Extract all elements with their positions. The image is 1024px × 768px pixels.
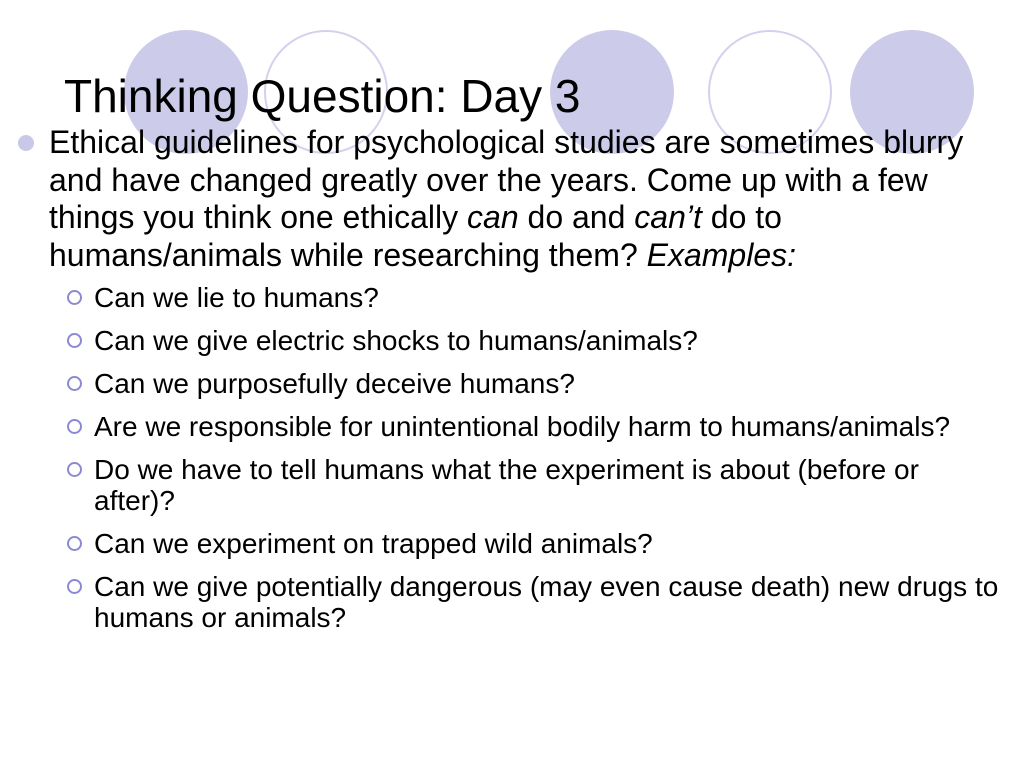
slide-title: Thinking Question: Day 3 [64, 70, 581, 122]
hollow-bullet-icon [67, 376, 82, 391]
example-list-item [0, 411, 1024, 442]
example-list-item [0, 282, 1024, 313]
main-point-text: do and [518, 199, 635, 235]
slide-content [0, 124, 1024, 645]
main-point-emphasis-can: can [467, 199, 519, 235]
main-bullet-point [0, 124, 1024, 274]
example-list-item [0, 368, 1024, 399]
example-list-item [0, 325, 1024, 356]
main-point-text: do to humans/animals while researching them? [49, 199, 782, 273]
example-text: Can we experiment on trapped wild animals? [94, 528, 653, 559]
examples-list [0, 282, 1024, 633]
hollow-bullet-icon [67, 333, 82, 348]
main-bullet-icon [18, 135, 34, 151]
hollow-bullet-icon [67, 462, 82, 477]
hollow-bullet-icon [67, 290, 82, 305]
example-text: Can we give electric shocks to humans/animals? [94, 325, 698, 356]
example-text: Can we give potentially dangerous (may even cause death) new drugs to humans or animals? [94, 571, 999, 633]
example-text: Can we purposefully deceive humans? [94, 368, 575, 399]
hollow-bullet-icon [67, 536, 82, 551]
example-list-item [0, 571, 1024, 633]
main-point-emphasis-examples: Examples: [646, 236, 797, 273]
hollow-bullet-icon [67, 579, 82, 594]
example-text: Are we responsible for unintentional bodily harm to humans/animals? [94, 411, 951, 442]
example-text: Do we have to tell humans what the experiment is about (before or after)? [94, 454, 919, 516]
example-list-item [0, 454, 1024, 516]
example-text: Can we lie to humans? [94, 282, 379, 313]
main-point-emphasis-cant: can’t [634, 199, 702, 235]
hollow-bullet-icon [67, 419, 82, 434]
main-point-text: Ethical guidelines for psychological studies are sometimes blurry and have changed greatly over the years. Come up with a few things you think one ethically [49, 124, 964, 235]
example-list-item [0, 528, 1024, 559]
